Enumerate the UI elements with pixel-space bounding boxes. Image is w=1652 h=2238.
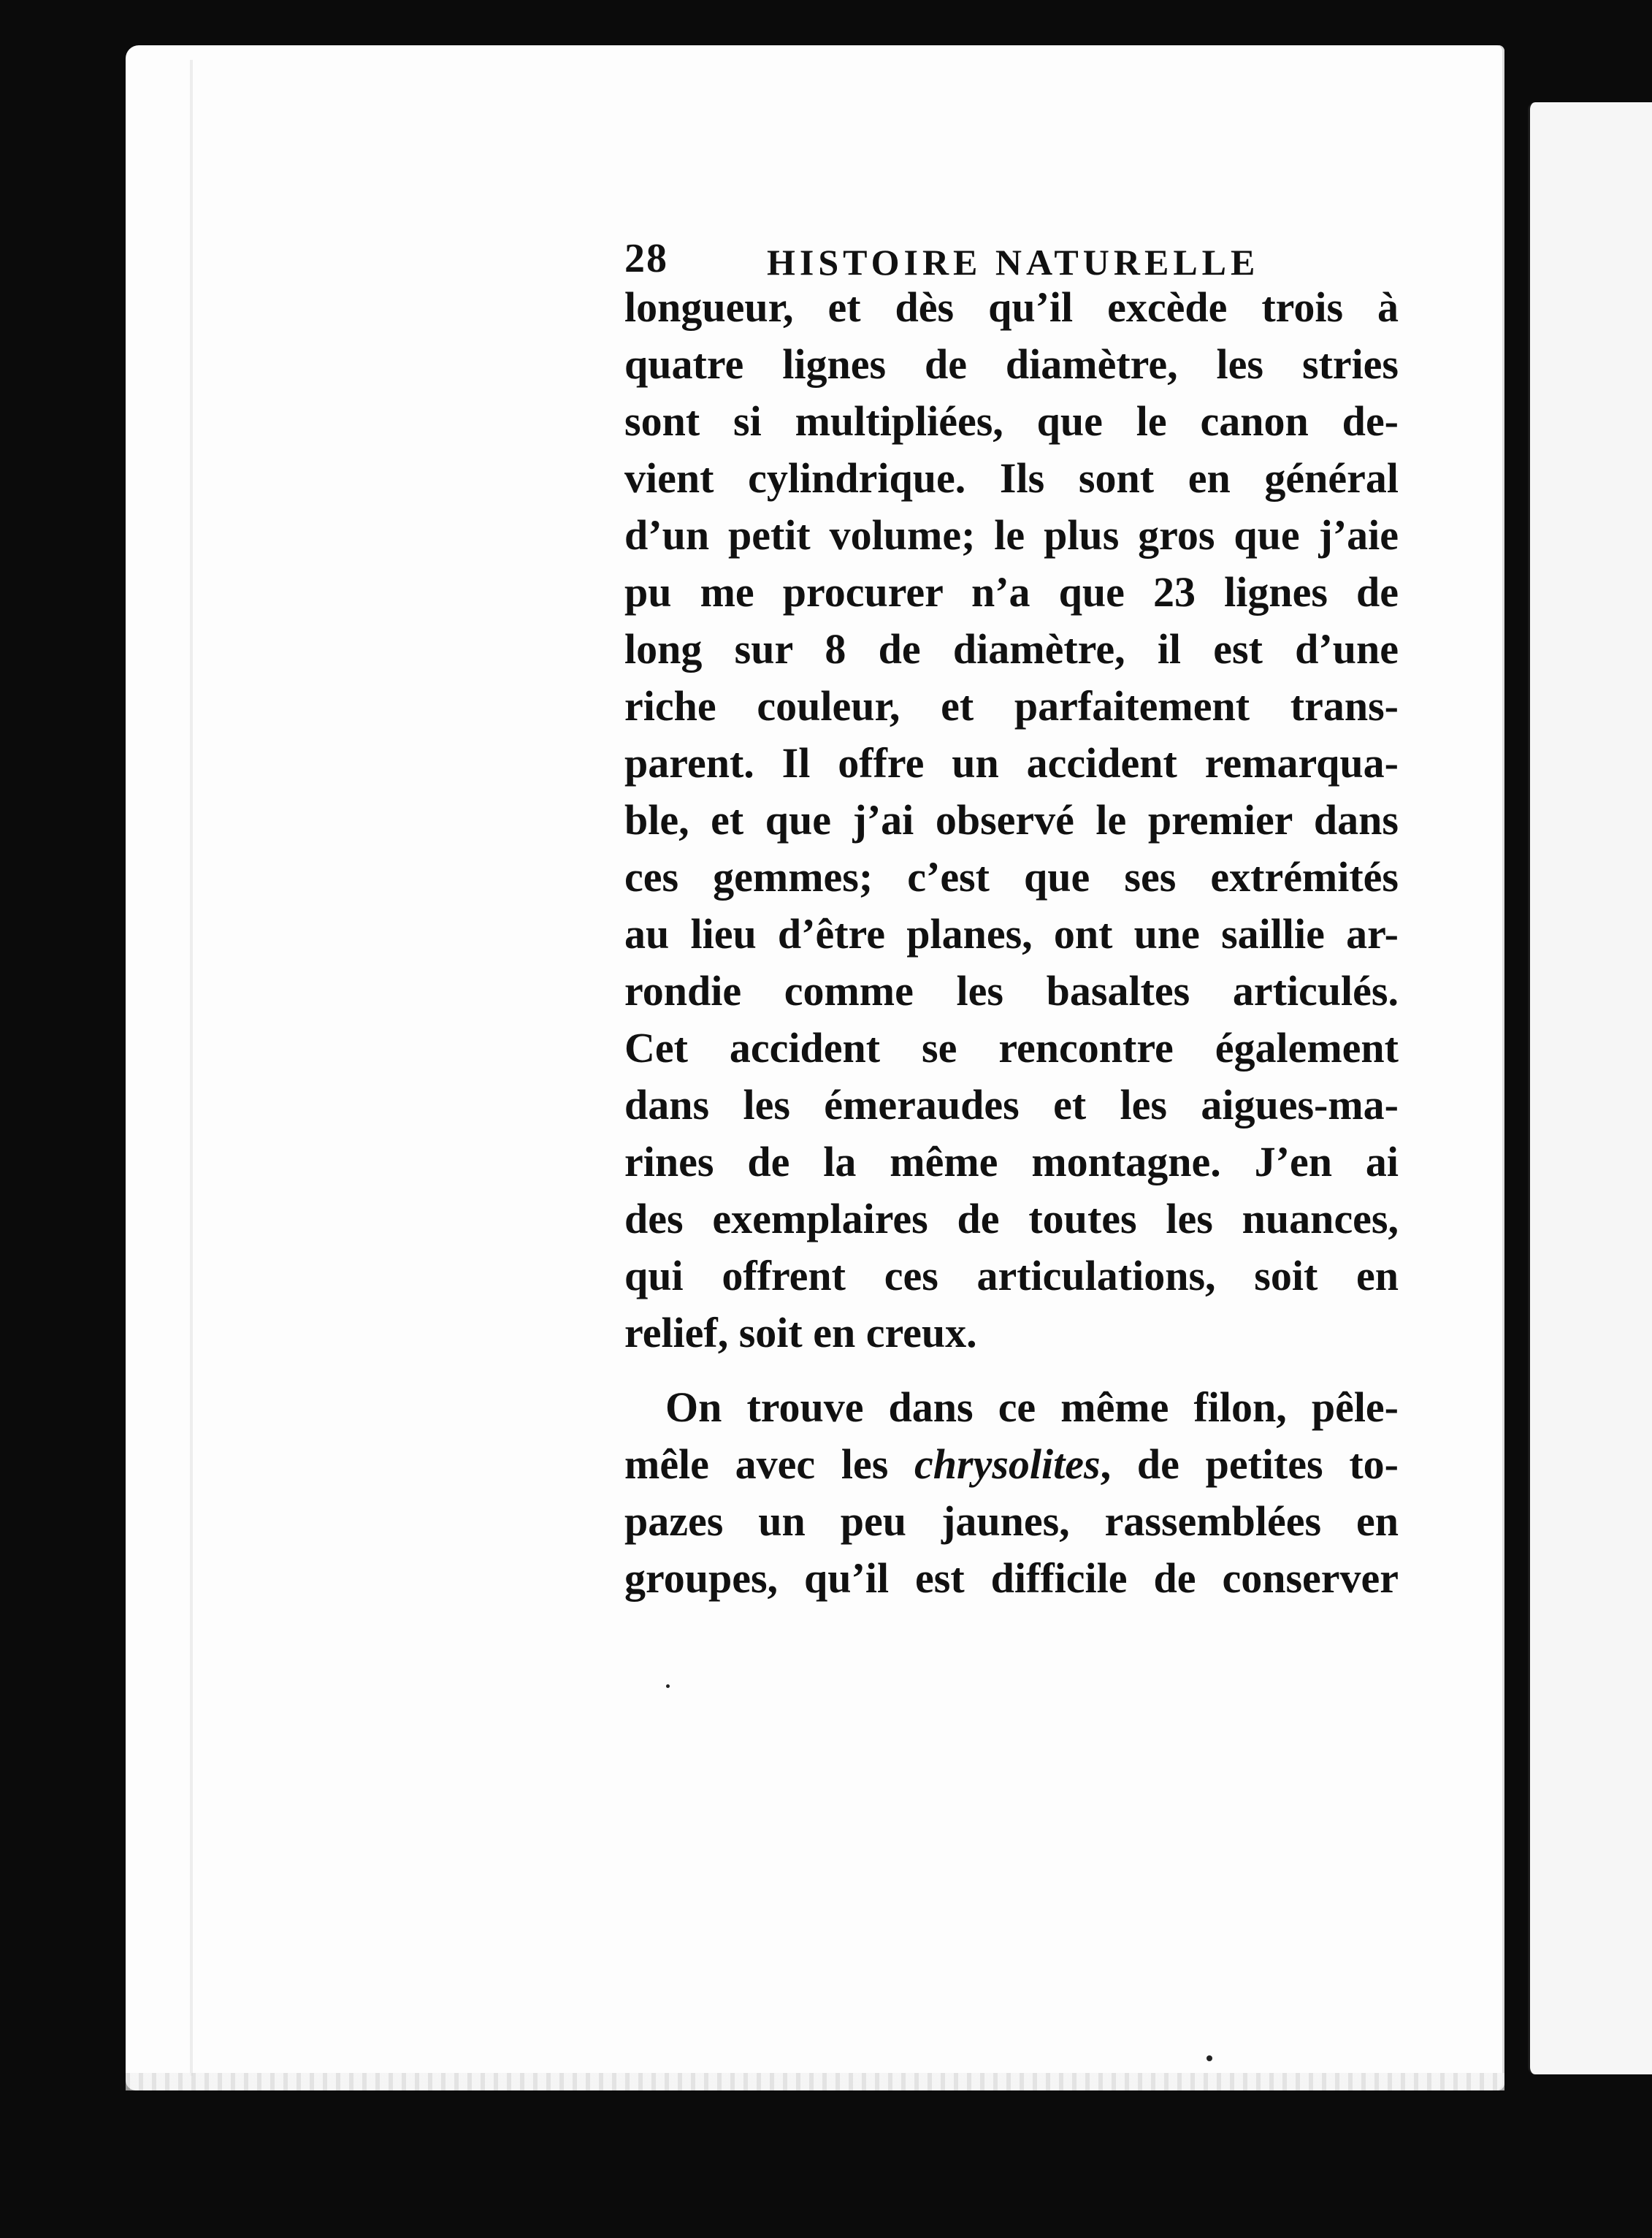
text-line: d’un petit volume; le plus gros que j’aie [624, 511, 1399, 559]
page-number: 28 [624, 236, 668, 281]
text-line: pazes un peu jaunes, rassemblées en [624, 1497, 1399, 1545]
facing-page-edge [1528, 102, 1652, 2074]
italic-term: chrysolites [914, 1440, 1101, 1488]
text-line: rines de la même montagne. J’en ai [624, 1138, 1399, 1185]
text-block [486, 199, 1402, 1607]
text-line: relief, soit en creux. [624, 1309, 977, 1356]
text-line: quatre lignes de diamètre, les stries [624, 340, 1399, 388]
text-line: parent. Il offre un accident remarqua- [624, 739, 1399, 787]
ink-speck [1207, 2055, 1212, 2061]
running-head [486, 199, 1402, 283]
text-line: sont si multipliées, que le canon de- [624, 397, 1399, 445]
text-line: On trouve dans ce même filon, pêle- [665, 1383, 1399, 1431]
text-fragment: , de petites to- [1100, 1440, 1399, 1488]
paragraph-gap [624, 1361, 1399, 1379]
text-line: pu me procurer n’a que 23 lignes de [624, 568, 1399, 616]
text-line: au lieu d’être planes, ont une saillie ar- [624, 910, 1399, 958]
paragraph-2 [624, 1379, 1399, 1607]
body-text [624, 279, 1399, 1607]
ink-speck [666, 1684, 670, 1688]
text-line: dans les émeraudes et les aigues-ma- [624, 1081, 1399, 1128]
text-line: longueur, et dès qu’il excède trois à [624, 283, 1399, 331]
running-title: HISTOIRE NATURELLE [767, 242, 1260, 283]
text-line: groupes, qu’il est difficile de conserver [624, 1554, 1399, 1602]
text-line: Cet accident se rencontre également [624, 1024, 1399, 1072]
binding-fold [190, 60, 193, 2076]
text-line-with-italic [624, 1436, 1399, 1493]
text-fragment: mêle avec les [624, 1440, 915, 1488]
text-line: ble, et que j’ai observé le premier dans [624, 796, 1399, 844]
text-line: ces gemmes; c’est que ses extrémités [624, 853, 1399, 901]
paragraph-1 [624, 279, 1399, 1361]
text-line: riche couleur, et parfaitement trans- [624, 682, 1399, 730]
text-line: qui offrent ces articulations, soit en [624, 1252, 1399, 1299]
text-line: vient cylindrique. Ils sont en général [624, 454, 1399, 502]
text-line: des exemplaires de toutes les nuances, [624, 1195, 1399, 1242]
text-line: long sur 8 de diamètre, il est d’une [624, 625, 1399, 673]
text-line: rondie comme les basaltes articulés. [624, 967, 1399, 1015]
page-bottom-edge [126, 2073, 1504, 2090]
